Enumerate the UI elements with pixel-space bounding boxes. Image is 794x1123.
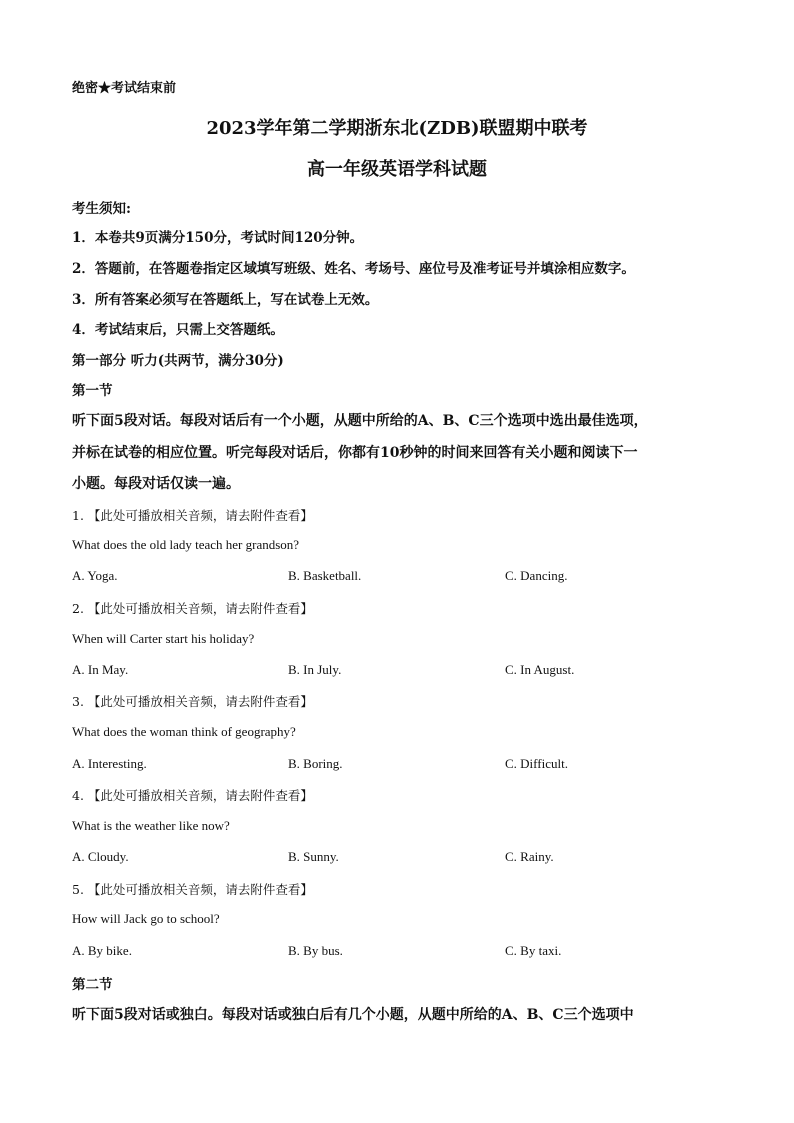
audio-placeholder[interactable]: 4. 【此处可播放相关音频，请去附件查看】 bbox=[72, 788, 313, 803]
question-text: What does the old lady teach her grandson? bbox=[72, 537, 300, 552]
option-c: C. Difficult. bbox=[505, 756, 568, 771]
question-text: What is the weather like now? bbox=[72, 818, 230, 833]
option-c: C. By taxi. bbox=[505, 943, 562, 958]
audio-placeholder[interactable]: 1. 【此处可播放相关音频，请去附件查看】 bbox=[72, 508, 313, 523]
notice-item: 2．答题前，在答题卷指定区域填写班级、姓名、考场号、座位号及准考证号并填涂相应数字。 bbox=[72, 261, 635, 277]
audio-placeholder[interactable]: 2. 【此处可播放相关音频，请去附件查看】 bbox=[72, 601, 313, 616]
question-text: How will Jack go to school? bbox=[72, 911, 220, 926]
exam-subtitle: 高一年级英语学科试题 bbox=[307, 159, 487, 180]
section-instruction: 小题。每段对话仅读一遍。 bbox=[72, 476, 240, 492]
audio-placeholder[interactable]: 3. 【此处可播放相关音频，请去附件查看】 bbox=[72, 694, 313, 709]
option-a: A. Interesting. bbox=[72, 756, 147, 771]
confidential-label: 绝密★考试结束前 bbox=[72, 81, 177, 96]
notice-item: 3．所有答案必须写在答题纸上，写在试卷上无效。 bbox=[72, 292, 379, 308]
part-heading: 第一部分 听力(共两节，满分30分) bbox=[72, 353, 284, 369]
option-b: B. Boring. bbox=[288, 756, 343, 771]
notice-item: 4．考试结束后，只需上交答题纸。 bbox=[72, 322, 284, 338]
option-a: A. By bike. bbox=[72, 943, 132, 958]
section-instruction: 听下面5段对话。每段对话后有一个小题，从题中所给的A、B、C三个选项中选出最佳选项， bbox=[72, 413, 648, 429]
section-instruction: 并标在试卷的相应位置。听完每段对话后，你都有10秒钟的时间来回答有关小题和阅读下一 bbox=[72, 445, 638, 461]
audio-placeholder[interactable]: 5. 【此处可播放相关音频，请去附件查看】 bbox=[72, 882, 313, 897]
option-c: C. In August. bbox=[505, 662, 575, 677]
option-a: A. Cloudy. bbox=[72, 849, 129, 864]
notice-item: 1．本卷共9页满分150分，考试时间120分钟。 bbox=[72, 230, 364, 246]
question-text: What does the woman think of geography? bbox=[72, 724, 296, 739]
option-b: B. In July. bbox=[288, 662, 342, 677]
section-instruction: 听下面5段对话或独白。每段对话或独白后有几个小题，从题中所给的A、B、C三个选项中 bbox=[72, 1007, 634, 1023]
question-text: When will Carter start his holiday? bbox=[72, 631, 255, 646]
option-b: B. Sunny. bbox=[288, 849, 339, 864]
section-heading: 第一节 bbox=[72, 383, 113, 399]
notice-heading: 考生须知: bbox=[72, 201, 131, 217]
option-c: C. Rainy. bbox=[505, 849, 554, 864]
exam-title: 2023学年第二学期浙东北(ZDB)联盟期中联考 bbox=[206, 118, 588, 139]
option-a: A. Yoga. bbox=[72, 568, 118, 583]
section-heading: 第二节 bbox=[72, 977, 113, 993]
option-b: B. By bus. bbox=[288, 943, 343, 958]
option-b: B. Basketball. bbox=[288, 568, 362, 583]
option-a: A. In May. bbox=[72, 662, 129, 677]
option-c: C. Dancing. bbox=[505, 568, 568, 583]
